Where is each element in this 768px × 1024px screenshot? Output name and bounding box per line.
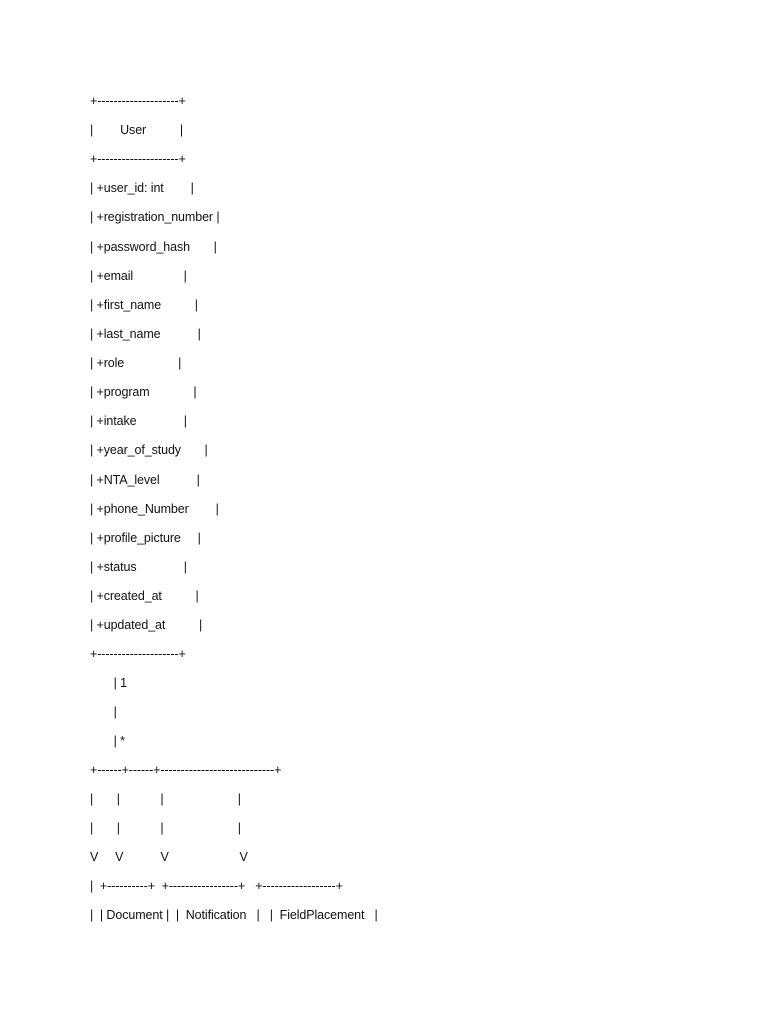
diagram-line: | +status |	[90, 560, 187, 574]
diagram-line: | +program |	[90, 385, 197, 399]
diagram-line: | +registration_number |	[90, 210, 220, 224]
diagram-line: |	[90, 705, 117, 719]
diagram-line: | User |	[90, 123, 183, 137]
diagram-line: | +year_of_study |	[90, 443, 208, 457]
diagram-line: +------+------+----------------------------+	[90, 763, 282, 777]
diagram-line: +--------------------+	[90, 152, 186, 166]
diagram-line: | +user_id: int |	[90, 181, 194, 195]
diagram-line: | | | |	[90, 821, 241, 835]
diagram-line: +--------------------+	[90, 647, 186, 661]
diagram-line: | +intake |	[90, 414, 187, 428]
diagram-line: | | Document | | Notification | | FieldPlacement |	[90, 908, 378, 922]
diagram-line: | 1	[90, 676, 127, 690]
diagram-line: | +email |	[90, 269, 187, 283]
diagram-line: | +password_hash |	[90, 240, 217, 254]
diagram-line: | *	[90, 734, 125, 748]
diagram-line: | +phone_Number |	[90, 502, 219, 516]
diagram-line: | +created_at |	[90, 589, 199, 603]
diagram-line: | +updated_at |	[90, 618, 203, 632]
diagram-line: | +NTA_level |	[90, 473, 200, 487]
diagram-line: | +role |	[90, 356, 182, 370]
diagram-line: V V V V	[90, 850, 248, 864]
diagram-line: | +first_name |	[90, 298, 198, 312]
diagram-line: | +profile_picture |	[90, 531, 201, 545]
diagram-line: | +----------+ +-----------------+ +------------------+	[90, 879, 343, 893]
diagram-line: | | | |	[90, 792, 241, 806]
diagram-line: | +last_name |	[90, 327, 201, 341]
diagram-line: +--------------------+	[90, 94, 186, 108]
